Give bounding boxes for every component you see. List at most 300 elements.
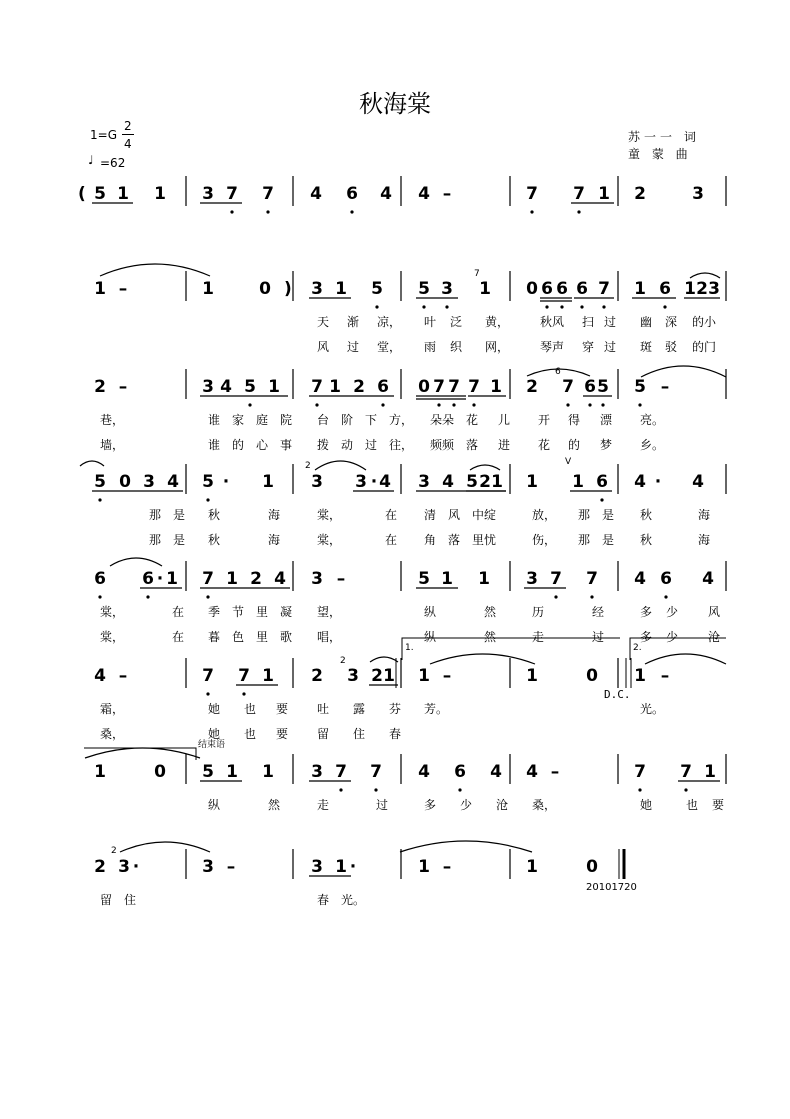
note: 1 [262,472,274,492]
note: 2 [634,184,646,204]
note: · [156,569,164,589]
note: 4 [380,184,392,204]
note: · [349,857,357,877]
tie-arc [120,842,210,852]
note: 1 [154,184,166,204]
note: 7 [562,377,574,397]
grace-note: 7 [474,269,480,279]
lyric-word: 也 [244,702,257,716]
note: · [654,472,662,492]
lyric-word: 留 [317,727,330,741]
low-octave-dot [472,403,475,406]
note: 3 [311,279,323,299]
note: 6 [94,569,106,589]
lyric-word: 风 [317,340,330,354]
page-title: 秋海棠 [359,90,431,118]
note: 2 [311,666,323,686]
lyric-word: 是 [173,533,186,547]
da-capo-marking: D.C. [604,688,631,701]
note: 3 [347,666,359,686]
note: 7 [468,377,480,397]
note: 1 [117,184,129,204]
lyric-word: 动 [341,438,354,452]
composer-credit: 童 蒙 曲 [628,147,692,161]
note: 5 [202,762,214,782]
lyric-word: 的 [232,438,245,452]
low-octave-dot [248,403,251,406]
lyric-word: 棠， [100,605,125,619]
quarter-note-icon: ♩ [88,153,94,167]
lyric-word: 然 [484,630,497,644]
note: 7 [526,184,538,204]
lyric-word: 春 [317,893,330,907]
lyric-word: 驳 [665,340,678,354]
lyric-word: 要 [712,798,725,812]
lyric-word: 扫 [582,315,595,329]
low-octave-dot [664,595,667,598]
note: 7 [202,569,214,589]
note: 3 [441,279,453,299]
note: 0 [586,666,598,686]
note: 4 [634,569,646,589]
lyric-word: 风 [708,605,721,619]
lyric-word: 的小 [692,315,717,329]
note: 2 [371,666,383,686]
note: 7 [634,762,646,782]
open-parenthesis: ( [78,184,86,204]
note: 1 [202,279,214,299]
lyric-word: 泛 [450,315,463,329]
note: – [118,666,128,686]
lyric-word: 天 [317,315,330,329]
note: 1 [572,472,584,492]
note: – [336,569,346,589]
note: 4 [274,569,286,589]
lyric-word: 留 [100,893,113,907]
slur-arc [80,461,104,466]
lyric-word: 亮。 [640,413,665,427]
lyric-word: 经 [592,605,605,619]
low-octave-dot [588,403,591,406]
note: 7 [550,569,562,589]
lyric-word: 季 [208,605,221,619]
note: 1 [418,666,430,686]
lyric-word: 芳。 [424,702,449,716]
lyric-word: 过 [347,340,360,354]
grace-note: 2 [111,846,117,856]
lyric-word: 棠， [317,508,342,522]
lyric-word: 住 [124,893,137,907]
lyric-word: 过 [592,630,605,644]
lyric-word: 少 [666,605,679,619]
lyric-word: 谁 [208,438,221,452]
lyric-word: 多 [640,605,653,619]
lyric-word: 角 [424,533,437,547]
note: – [118,279,128,299]
slur-arc [690,273,720,278]
note: 1 [526,472,538,492]
lyric-word: 黄， [485,315,510,329]
slur-arc [315,461,366,470]
note: 6 [541,279,553,299]
grace-note: 2 [340,656,346,666]
lyric-word: 棠， [317,533,342,547]
lyric-word: 走 [317,798,330,812]
note: 7 [370,762,382,782]
lyric-word: 里 [256,630,269,644]
lyric-word: 少 [460,798,473,812]
low-octave-dot [381,403,384,406]
lyric-word: 歌 [280,630,293,644]
note: – [226,857,236,877]
note: – [442,857,452,877]
lyric-word: 心 [256,438,269,452]
lyric-word: 拨 [317,438,330,452]
lyric-word: 在 [385,533,398,547]
note: 4 [634,472,646,492]
lyric-word: 伤， [532,533,557,547]
lyric-word: 光。 [341,893,366,907]
note: 2 [526,377,538,397]
note: 1 [490,377,502,397]
lyric-word: 堂， [377,340,402,354]
low-octave-dot [458,788,461,791]
tempo-marking: =62 [100,156,126,170]
lyric-word: 秋风 [540,315,565,329]
slur-arc [641,366,726,377]
lyric-word: 桑， [532,798,557,812]
key-signature: 1=G [90,128,117,142]
low-octave-dot [601,403,604,406]
low-octave-dot [554,595,557,598]
lyric-word: 开 [538,413,551,427]
slur-arc [370,657,398,662]
lyric-word: 里忧 [472,533,497,547]
note: 1 [526,666,538,686]
note: 1 [94,762,106,782]
low-octave-dot [206,498,209,501]
note: 1 [491,472,503,492]
note: 1 [526,857,538,877]
lyric-word: 放， [532,508,557,522]
lyric-word: 她 [208,702,221,716]
lyric-word: 清 [424,508,437,522]
note: 6 [454,762,466,782]
note: 1 [329,377,341,397]
note: – [660,666,670,686]
lyric-word: 巷， [100,413,125,427]
lyric-word: 织 [450,340,463,354]
lyric-word: 春 [389,727,402,741]
low-octave-dot [566,403,569,406]
lyric-word: 沧 [496,798,509,812]
time-signature-top: 2 [124,119,132,133]
note: 3 [311,762,323,782]
lyric-word: 望， [317,605,342,619]
lyric-word: 在 [172,630,185,644]
lyric-word: 海 [698,533,711,547]
note: 3 [526,569,538,589]
note: 4 [418,762,430,782]
lyric-word: 海 [268,533,281,547]
note: 1 [634,666,646,686]
low-octave-dot [146,595,149,598]
breath-mark: V [565,457,572,467]
slur-arc [430,654,535,664]
note: 5 [244,377,256,397]
lyric-word: 秋 [208,533,221,547]
lyric-word: 在 [172,605,185,619]
lyric-word: 是 [602,508,615,522]
note: 5 [371,279,383,299]
lyric-word: 花 [466,413,479,427]
note: 1 [634,279,646,299]
lyric-word: 芬 [389,702,402,716]
lyric-word: 花 [538,438,551,452]
note: 7 [311,377,323,397]
note: 5 [94,472,106,492]
grace-note: 6 [555,367,561,377]
low-octave-dot [374,788,377,791]
note: – [442,184,452,204]
note: 4 [220,377,232,397]
note: · [222,472,230,492]
lyric-word: 院 [280,413,293,427]
lyric-word: 过 [604,340,617,354]
lyric-word: 她 [208,727,221,741]
lyricist-credit: 苏一一 词 [628,130,700,144]
lyric-word: 里 [256,605,269,619]
lyric-word: 台 [317,413,330,427]
lyric-word: 在 [385,508,398,522]
note: 5 [418,569,430,589]
date-stamp: 20101720 [586,882,637,893]
low-octave-dot [663,305,666,308]
note: 6 [576,279,588,299]
lyric-word: 漂 [600,413,613,427]
lyric-word: 纵 [424,630,437,644]
lyric-word: 多 [424,798,437,812]
time-signature-bottom: 4 [124,137,132,151]
low-octave-dot [98,595,101,598]
lyric-word: 也 [686,798,699,812]
lyric-word: 方， [389,413,414,427]
slur-arc [645,654,726,664]
lyric-word: 桑， [100,727,125,741]
lyric-word: 那 [149,508,162,522]
note: 4 [418,184,430,204]
note: 7 [448,377,460,397]
low-octave-dot [602,305,605,308]
low-octave-dot [206,692,209,695]
low-octave-dot [684,788,687,791]
low-octave-dot [266,210,269,213]
note: 1 [478,569,490,589]
lyric-word: 往， [389,438,414,452]
low-octave-dot [339,788,342,791]
note: · [370,472,378,492]
note: 1 [598,184,610,204]
note: 7 [573,184,585,204]
note: 1 [94,279,106,299]
low-octave-dot [590,595,593,598]
note: 1 [383,666,395,686]
note: 3 [692,184,704,204]
lyric-word: 得 [568,413,581,427]
low-octave-dot [98,498,101,501]
note: 1 [226,762,238,782]
note: 5 [466,472,478,492]
note: 1 [441,569,453,589]
lyric-word: 住 [353,727,366,741]
lyric-word: 要 [276,702,289,716]
note: 6 [556,279,568,299]
volta-2-label: 2. [633,643,642,653]
lyric-word: 庭 [256,413,269,427]
lyric-word: 霜， [100,702,125,716]
note: 1 [335,857,347,877]
note: 1 [166,569,178,589]
lyric-word: 凝 [280,605,293,619]
lyric-word: 渐 [347,315,360,329]
note: 3 [118,857,130,877]
note: 3 [202,857,214,877]
note: 7 [680,762,692,782]
note: 3 [355,472,367,492]
low-octave-dot [545,305,548,308]
low-octave-dot [242,692,245,695]
lyric-word: 下 [365,413,378,427]
note: 3 [202,184,214,204]
lyric-word: 秋 [640,508,653,522]
note: 0 [119,472,131,492]
lyric-word: 琴声 [540,340,565,354]
lyric-word: 那 [578,533,591,547]
note: 4 [310,184,322,204]
note: 2 [250,569,262,589]
note: 1 [335,279,347,299]
slur-arc [470,465,500,470]
note: 4 [379,472,391,492]
note: 6 [377,377,389,397]
note: 5 [597,377,609,397]
lyric-word: 要 [276,727,289,741]
low-octave-dot [560,305,563,308]
low-octave-dot [638,403,641,406]
lyric-word: 的门 [692,340,717,354]
lyric-word: 沧 [708,630,721,644]
note: 7 [226,184,238,204]
lyric-word: 落 [448,533,461,547]
close-parenthesis: ) [284,279,292,299]
low-octave-dot [445,305,448,308]
note: 2 [94,857,106,877]
note: 7 [238,666,250,686]
low-octave-dot [206,595,209,598]
lyric-word: 进 [498,438,511,452]
lyric-word: 历 [532,605,545,619]
note: 4 [702,569,714,589]
note: 0 [154,762,166,782]
lyric-word: 中绽 [472,508,497,522]
lyric-word: 吐 [317,702,330,716]
volta-1-label: 1. [405,643,414,653]
note: 2 [696,279,708,299]
lyric-word: 秋 [640,533,653,547]
note: 5 [634,377,646,397]
note: 1 [268,377,280,397]
lyric-word: 的 [568,438,581,452]
note: 6 [584,377,596,397]
lyric-word: 色 [232,630,245,644]
note: 7 [262,184,274,204]
note: 5 [94,184,106,204]
ending-mark: 结束语 [198,740,226,750]
lyric-word: 幽 [640,315,653,329]
lyric-word: 过 [604,315,617,329]
note: 1 [226,569,238,589]
low-octave-dot [452,403,455,406]
lyric-word: 她 [640,798,653,812]
note: 1 [704,762,716,782]
note: 4 [692,472,704,492]
lyric-word: 梦 [600,438,613,452]
lyric-word: 雨 [424,340,437,354]
lyric-word: 唱， [317,630,342,644]
note: 0 [526,279,538,299]
note: 3 [311,569,323,589]
note: – [660,377,670,397]
lyric-word: 网， [485,340,510,354]
lyric-word: 家 [232,413,245,427]
lyric-word: 深 [665,315,678,329]
lyric-word: 谁 [208,413,221,427]
lyric-word: 阶 [341,413,354,427]
volta-bracket-end [84,748,196,760]
grace-note: 2 [305,461,311,471]
note: 3 [311,472,323,492]
note: 1 [262,762,274,782]
lyric-word: 少 [666,630,679,644]
note: 1 [479,279,491,299]
lyric-word: 乡。 [640,438,665,452]
low-octave-dot [437,403,440,406]
note: 4 [94,666,106,686]
lyric-word: 穿 [582,340,595,354]
note: 3 [708,279,720,299]
lyric-word: 秋 [208,508,221,522]
lyric-word: 纵 [208,798,221,812]
note: – [442,666,452,686]
lyric-word: 墙， [100,438,125,452]
lyric-word: 棠， [100,630,125,644]
lyric-word: 那 [149,533,162,547]
note: 7 [586,569,598,589]
note: 7 [202,666,214,686]
note: – [118,377,128,397]
note: 2 [353,377,365,397]
lyric-word: 那 [578,508,591,522]
low-octave-dot [230,210,233,213]
note: 5 [202,472,214,492]
note: 0 [586,857,598,877]
lyric-word: 过 [376,798,389,812]
note: 3 [202,377,214,397]
low-octave-dot [580,305,583,308]
lyric-word: 露 [353,702,366,716]
lyric-word: 朵朵 [430,413,455,427]
note: 7 [598,279,610,299]
